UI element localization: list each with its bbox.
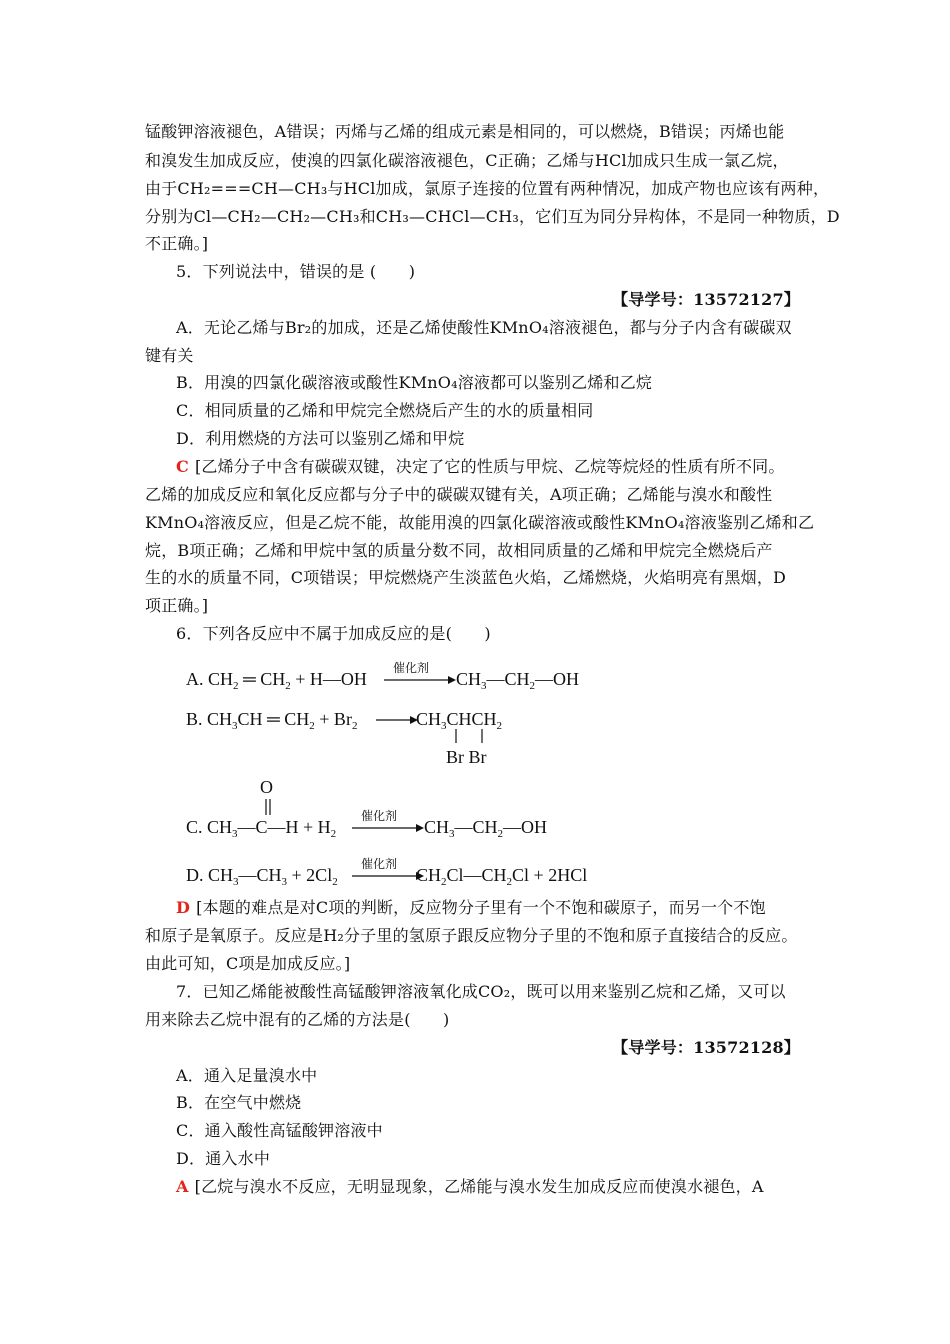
option-a-cont: 键有关 <box>145 346 194 365</box>
option-a: A．通入足量溴水中 <box>176 1066 318 1085</box>
explanation-text: 乙烯的加成反应和氧化反应都与分子中的碳碳双键有关，A项正确；乙烯能与溴水和酸性 <box>145 485 773 504</box>
svg-text:C. CH3—C—H + H2: C. $CH_3—C—H + H_2$ <box>186 817 337 840</box>
option-c: C．相同质量的乙烯和甲烷完全燃烧后产生的水的质量相同 <box>176 401 594 420</box>
svg-text:A. CH2 ═ CH2 + H—OH: A. $CH_2$ ═ $CH_2$ + H—OH <box>186 669 367 692</box>
catalyst-label: 催化剂 <box>361 809 398 823</box>
explanation-text: 由此可知，C项是加成反应。] <box>145 954 351 973</box>
explanation-text: 和原子是氧原子。反应是H₂分子里的氢原子跟反应物分子里的不饱和原子直接结合的反应。 <box>145 926 798 945</box>
svg-text:CH3—CH2—OH: $CH_3—CH_2—OH$ <box>424 817 548 840</box>
catalyst-label: 催化剂 <box>393 661 430 675</box>
explanation-text: [本题的难点是对C项的判断，反应物分子里有一个不饱和碳原子，而另一个不饱 <box>196 898 766 917</box>
text-line: 不正确。] <box>145 234 209 253</box>
answer-letter: C <box>176 457 189 476</box>
question-7-stem: 7．已知乙烯能被酸性高锰酸钾溶液氧化成CO₂，既可以用来鉴别乙烷和乙烯，又可以 <box>176 982 786 1001</box>
explanation-text: [乙烯分子中含有碳碳双键，决定了它的性质与甲烷、乙烷等烷烃的性质有所不同。 <box>194 457 785 476</box>
answer-line <box>176 1177 764 1197</box>
guide-number: 【导学号：13572128】 <box>612 1038 800 1057</box>
option-d: D．利用燃烧的方法可以鉴别乙烯和甲烷 <box>176 429 465 448</box>
answer-line <box>176 457 785 477</box>
svg-text:CH3CHCH2: $CH_3CHCH_2$ <box>416 709 503 732</box>
svg-text:O: O <box>260 777 273 797</box>
explanation-text: KMnO₄溶液反应，但是乙烷不能，故能用溴的四氯化碳溶液或酸性KMnO₄溶液鉴别乙烯和乙 <box>145 513 815 532</box>
option-c: C．通入酸性高锰酸钾溶液中 <box>176 1121 383 1140</box>
text-line: 锰酸钾溶液褪色，A错误；丙烯与乙烯的组成元素是相同的，可以燃烧，B错误；丙烯也能 <box>145 122 785 141</box>
svg-text:D. CH3—CH3 + 2Cl2: D. $CH_3—CH_3 + 2Cl_2$ <box>186 865 338 888</box>
reaction-equations-figure <box>180 655 620 895</box>
question-5-stem: 5．下列说法中，错误的是 ( ) <box>176 262 416 281</box>
answer-letter: A <box>176 1177 189 1196</box>
option-a: A．无论乙烯与Br₂的加成，还是乙烯使酸性KMnO₄溶液褪色，都与分子内含有碳碳双 <box>176 318 792 337</box>
svg-text:Br Br: Br Br <box>446 747 487 767</box>
text-line: 由于CH₂===CH—CH₃与HCl加成，氯原子连接的位置有两种情况，加成产物也应该有两种， <box>145 179 830 198</box>
svg-text:CH2Cl—CH2Cl + 2HCl: $CH_2Cl—CH_2Cl + 2HCl$ <box>416 865 588 888</box>
explanation-text: 烷，B项正确；乙烯和甲烷中氢的质量分数不同，故相同质量的乙烯和甲烷完全燃烧后产 <box>145 541 773 560</box>
svg-text:CH3—CH2—OH: $CH_3—CH_2—OH$ <box>456 669 580 692</box>
option-d: D．通入水中 <box>176 1149 271 1168</box>
option-b: B．用溴的四氯化碳溶液或酸性KMnO₄溶液都可以鉴别乙烯和乙烷 <box>176 373 653 392</box>
explanation-text: 项正确。] <box>145 596 209 615</box>
answer-line <box>176 898 766 918</box>
catalyst-label: 催化剂 <box>361 857 398 871</box>
text-line: 和溴发生加成反应，使溴的四氯化碳溶液褪色，C正确；乙烯与HCl加成只生成一氯乙烷， <box>145 151 789 170</box>
guide-number: 【导学号：13572127】 <box>612 290 800 309</box>
question-7-stem-cont: 用来除去乙烷中混有的乙烯的方法是( ) <box>145 1010 450 1029</box>
explanation-text: 生的水的质量不同，C项错误；甲烷燃烧产生淡蓝色火焰，乙烯燃烧，火焰明亮有黑烟，D <box>145 568 787 587</box>
answer-letter: D <box>176 898 191 917</box>
question-6-stem: 6．下列各反应中不属于加成反应的是( ) <box>176 624 491 643</box>
svg-text:B. CH3CH ═ CH2 + Br2: B. $CH_3CH$ ═ $CH_2 + Br_2$ <box>186 709 358 732</box>
text-line: 分别为Cl—CH₂—CH₂—CH₃和CH₃—CHCl—CH₃，它们互为同分异构体，不是同一种物质，D <box>145 207 840 226</box>
option-b: B．在空气中燃烧 <box>176 1093 302 1112</box>
explanation-text: [乙烷与溴水不反应，无明显现象，乙烯能与溴水发生加成反应而使溴水褪色，A <box>194 1177 764 1196</box>
